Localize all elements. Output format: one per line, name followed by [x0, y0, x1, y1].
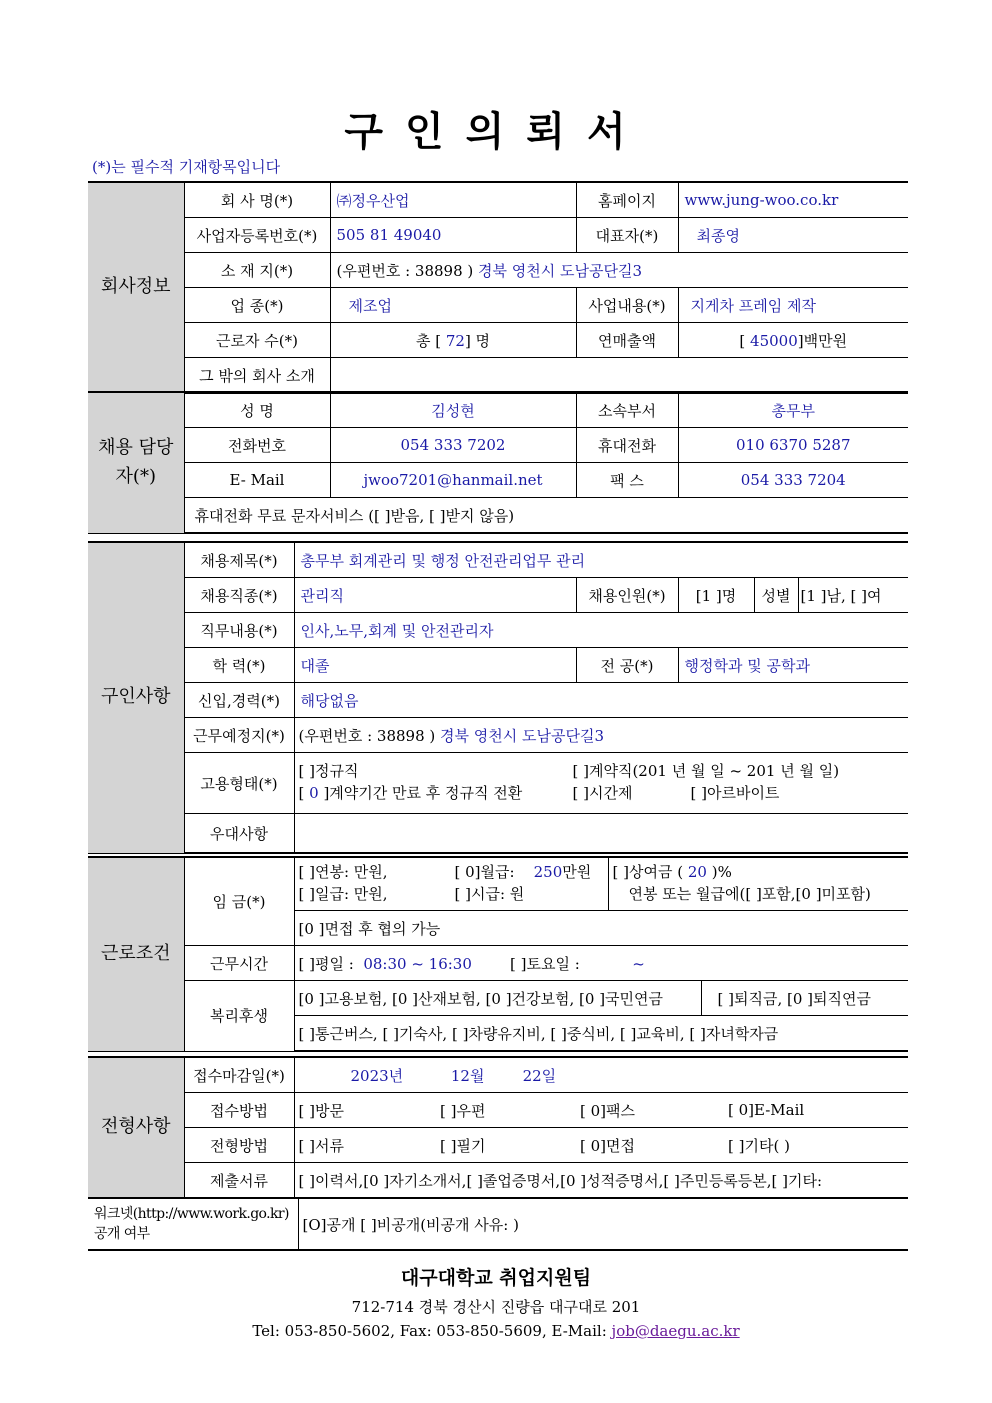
- job-title-label: 채용제목(*): [184, 542, 294, 578]
- hire-count: [1 ]명: [678, 578, 754, 613]
- company-name: ㈜정우산업: [330, 182, 576, 218]
- manager-table: [88, 391, 908, 534]
- receipt-fax: [ 0]팩스: [574, 1093, 722, 1128]
- sales-pre: [: [739, 331, 746, 350]
- wage-hourly: [ ]시급: 원: [454, 885, 525, 903]
- duty-value: 인사,노무,회계 및 안전관리자: [294, 613, 908, 648]
- employ-convert-post: ]계약기간 만료 후 정규직 전환: [318, 784, 523, 802]
- fax-label: 팩 스: [576, 463, 678, 498]
- job-section-header: 구인사항: [88, 542, 184, 853]
- employees-cell: [330, 323, 576, 358]
- phone-value: 054 333 7202: [330, 428, 576, 463]
- manager-name-label: 성 명: [184, 392, 330, 428]
- deadline-value: [294, 1057, 908, 1093]
- sales-post: ]백만원: [797, 331, 848, 350]
- wage-label: 임 금(*): [184, 857, 294, 946]
- method-label: 전형방법: [184, 1128, 294, 1163]
- mobile-label: 휴대전화: [576, 428, 678, 463]
- manager-name: 김성현: [330, 392, 576, 428]
- bonus-post: )%: [711, 863, 732, 882]
- receipt-mail: [ ]우편: [434, 1093, 574, 1128]
- bizno-label: 사업자등록번호(*): [184, 218, 330, 253]
- weekday-pre: [ ]평일 :: [298, 954, 354, 973]
- address-cell: [330, 253, 908, 288]
- major-value: 행정학과 및 공학과: [678, 648, 908, 683]
- gender-label: 성별: [754, 578, 798, 613]
- phone-label: 전화번호: [184, 428, 330, 463]
- industry-value: 제조업: [330, 288, 576, 323]
- saturday-pre: [ ]토요일 :: [510, 954, 580, 973]
- major-label: 전 공(*): [576, 648, 678, 683]
- business-label: 사업내용(*): [576, 288, 678, 323]
- employ-convert: [299, 783, 573, 805]
- employ-part-time: [ ]시간제: [572, 784, 633, 802]
- method-document: [ ]서류: [294, 1128, 434, 1163]
- ceo-value: 최종영: [678, 218, 908, 253]
- education-value: 대졸: [294, 648, 576, 683]
- gender-value: [1 ]남, [ ]여: [798, 578, 908, 613]
- worknet-label-cell: [88, 1198, 298, 1250]
- employees-label: 근로자 수(*): [184, 323, 330, 358]
- career-value: 해당없음: [294, 683, 908, 718]
- sales-value: 45000: [750, 331, 798, 350]
- intro-label: 그 밖의 회사 소개: [184, 358, 330, 394]
- welfare-retirement: [ ]퇴직금, [0 ]퇴직연금: [701, 981, 908, 1016]
- email-value: jwoo7201@hanmail.net: [330, 463, 576, 498]
- address-label: 소 재 지(*): [184, 253, 330, 288]
- employ-contract: [ ]계약직(201 년 월 일 ~ 201 년 월 일): [572, 762, 840, 781]
- job-type-label: 채용직종(*): [184, 578, 294, 613]
- manager-section-header: 채용 담당자(*): [88, 392, 184, 533]
- wage-monthly-pre: [ 0]월급:: [454, 863, 515, 882]
- mobile-value: 010 6370 5287: [678, 428, 908, 463]
- work-hours-label: 근무시간: [184, 946, 294, 981]
- business-value: 지게차 프레임 제작: [678, 288, 908, 323]
- deadline-label: 접수마감일(*): [184, 1057, 294, 1093]
- footer-contact: [0, 1322, 992, 1340]
- footer-contact-text: Tel: 053-850-5602, Fax: 053-850-5609, E-Mail:: [252, 1322, 607, 1340]
- document-title: 구인의뢰서: [344, 108, 648, 155]
- wage-monthly: [455, 862, 602, 884]
- career-label: 신입,경력(*): [184, 683, 294, 718]
- deadline-month: 12월: [450, 1066, 485, 1085]
- docs-value: [ ]이력서,[0 ]자기소개서,[ ]졸업증명서,[0 ]성적증명서,[ ]주민등록등본,[ ]기타:: [294, 1163, 908, 1199]
- intro-value: [330, 358, 908, 394]
- employment-type-grid: [299, 761, 903, 805]
- workplace-cell: [294, 718, 908, 753]
- employment-type-label: 고용형태(*): [184, 753, 294, 814]
- footer-org: 대구대학교 취업지원팀: [400, 1267, 592, 1289]
- preference-label: 우대사항: [184, 814, 294, 854]
- worknet-label-line1: 워크넷(http://www.work.go.kr): [94, 1205, 289, 1222]
- wage-monthly-post: 만원: [562, 863, 592, 882]
- condition-section-header: 근로조건: [88, 857, 184, 1051]
- employment-type-cell: [294, 753, 908, 814]
- method-written: [ ]필기: [434, 1128, 574, 1163]
- receipt-email: [ 0]E-Mail: [722, 1093, 908, 1128]
- company-info-table: [88, 181, 908, 394]
- receipt-label: 접수방법: [184, 1093, 294, 1128]
- homepage-label: 홈페이지: [576, 182, 678, 218]
- sales-label: 연매출액: [576, 323, 678, 358]
- bonus-line: [613, 862, 903, 884]
- selection-table: [88, 1056, 908, 1199]
- docs-label: 제출서류: [184, 1163, 294, 1199]
- wage-basic-cell: [294, 857, 608, 911]
- employ-regular: [ ]정규직: [298, 762, 359, 781]
- duty-label: 직무내용(*): [184, 613, 294, 648]
- worknet-value: [O]공개 [ ]비공개(비공개 사유: ): [298, 1198, 908, 1250]
- fax-value: 054 333 7204: [678, 463, 908, 498]
- hire-count-label: 채용인원(*): [576, 578, 678, 613]
- welfare-label: 복리후생: [184, 981, 294, 1052]
- selection-section-header: 전형사항: [88, 1057, 184, 1198]
- employees-value: 72: [445, 331, 465, 350]
- employees-post: ] 명: [464, 331, 491, 350]
- bizno-value: 505 81 49040: [330, 218, 576, 253]
- employ-alba: [ ]아르바이트: [690, 784, 780, 802]
- employ-convert-pre: [: [298, 784, 310, 802]
- bonus-value: 20: [687, 863, 707, 882]
- workplace-zip: (우편번호 : 38898 ): [298, 726, 436, 745]
- wage-grid: [299, 862, 602, 906]
- work-hours-cell: [294, 946, 908, 981]
- zip-text: (우편번호 : 38898 ): [336, 261, 474, 280]
- receipt-visit: [ ]방문: [294, 1093, 434, 1128]
- employ-convert-mark: 0: [309, 784, 319, 802]
- workplace-value: 경북 영천시 도남공단길3: [440, 726, 605, 745]
- bonus-included: 연봉 또는 월급에([ ]포함,[0 ]미포함): [628, 885, 871, 903]
- wage-negotiable: [0 ]면접 후 협의 가능: [294, 911, 908, 946]
- preference-value: [294, 814, 908, 854]
- condition-table: [88, 856, 908, 1052]
- company-section-header: 회사정보: [88, 182, 184, 393]
- job-table: [88, 541, 908, 854]
- dept-value: 총무부: [678, 392, 908, 428]
- method-other: [ ]기타( ): [722, 1128, 908, 1163]
- deadline-day: 22일: [522, 1066, 557, 1085]
- education-label: 학 력(*): [184, 648, 294, 683]
- address-value: 경북 영천시 도남공단길3: [478, 261, 643, 280]
- homepage-value: www.jung-woo.co.kr: [678, 182, 908, 218]
- workplace-label: 근무예정지(*): [184, 718, 294, 753]
- wage-monthly-value: 250: [533, 863, 563, 882]
- sms-option: 휴대전화 무료 문자서비스 ([ ]받음, [ ]받지 않음): [184, 498, 908, 534]
- deadline-year: 2023년: [350, 1066, 404, 1085]
- welfare-insurance: [0 ]고용보험, [0 ]산재보험, [0 ]건강보험, [0 ]국민연금: [294, 981, 701, 1016]
- dept-label: 소속부서: [576, 392, 678, 428]
- wage-daily: [ ]일급: 만원,: [298, 885, 388, 903]
- bonus-pre: [ ]상여금 (: [612, 863, 684, 882]
- job-title: 총무부 회계관리 및 행정 안전관리업무 관리: [294, 542, 908, 578]
- sales-cell: [678, 323, 908, 358]
- wage-annual: [ ]연봉: 만원,: [298, 863, 388, 882]
- ceo-label: 대표자(*): [576, 218, 678, 253]
- footer-email-link[interactable]: job@daegu.ac.kr: [611, 1322, 740, 1340]
- worknet-table: [88, 1197, 908, 1251]
- industry-label: 업 종(*): [184, 288, 330, 323]
- bonus-cell: [608, 857, 908, 911]
- required-note: (*)는 필수적 기재항목입니다: [92, 158, 281, 176]
- saturday-time: ~: [632, 954, 645, 973]
- company-name-label: 회 사 명(*): [184, 182, 330, 218]
- method-interview: [ 0]면접: [574, 1128, 722, 1163]
- welfare-benefits: [ ]통근버스, [ ]기숙사, [ ]차량유지비, [ ]중식비, [ ]교육비, [ ]자녀학자금: [294, 1016, 908, 1052]
- employees-pre: 총 [: [415, 331, 442, 350]
- email-label: E- Mail: [184, 463, 330, 498]
- worknet-label-line2: 공개 여부: [94, 1226, 150, 1242]
- job-type: 관리직: [294, 578, 576, 613]
- footer-address: 712-714 경북 경산시 진량읍 대구대로 201: [351, 1298, 641, 1316]
- weekday-time: 08:30 ~ 16:30: [363, 954, 472, 973]
